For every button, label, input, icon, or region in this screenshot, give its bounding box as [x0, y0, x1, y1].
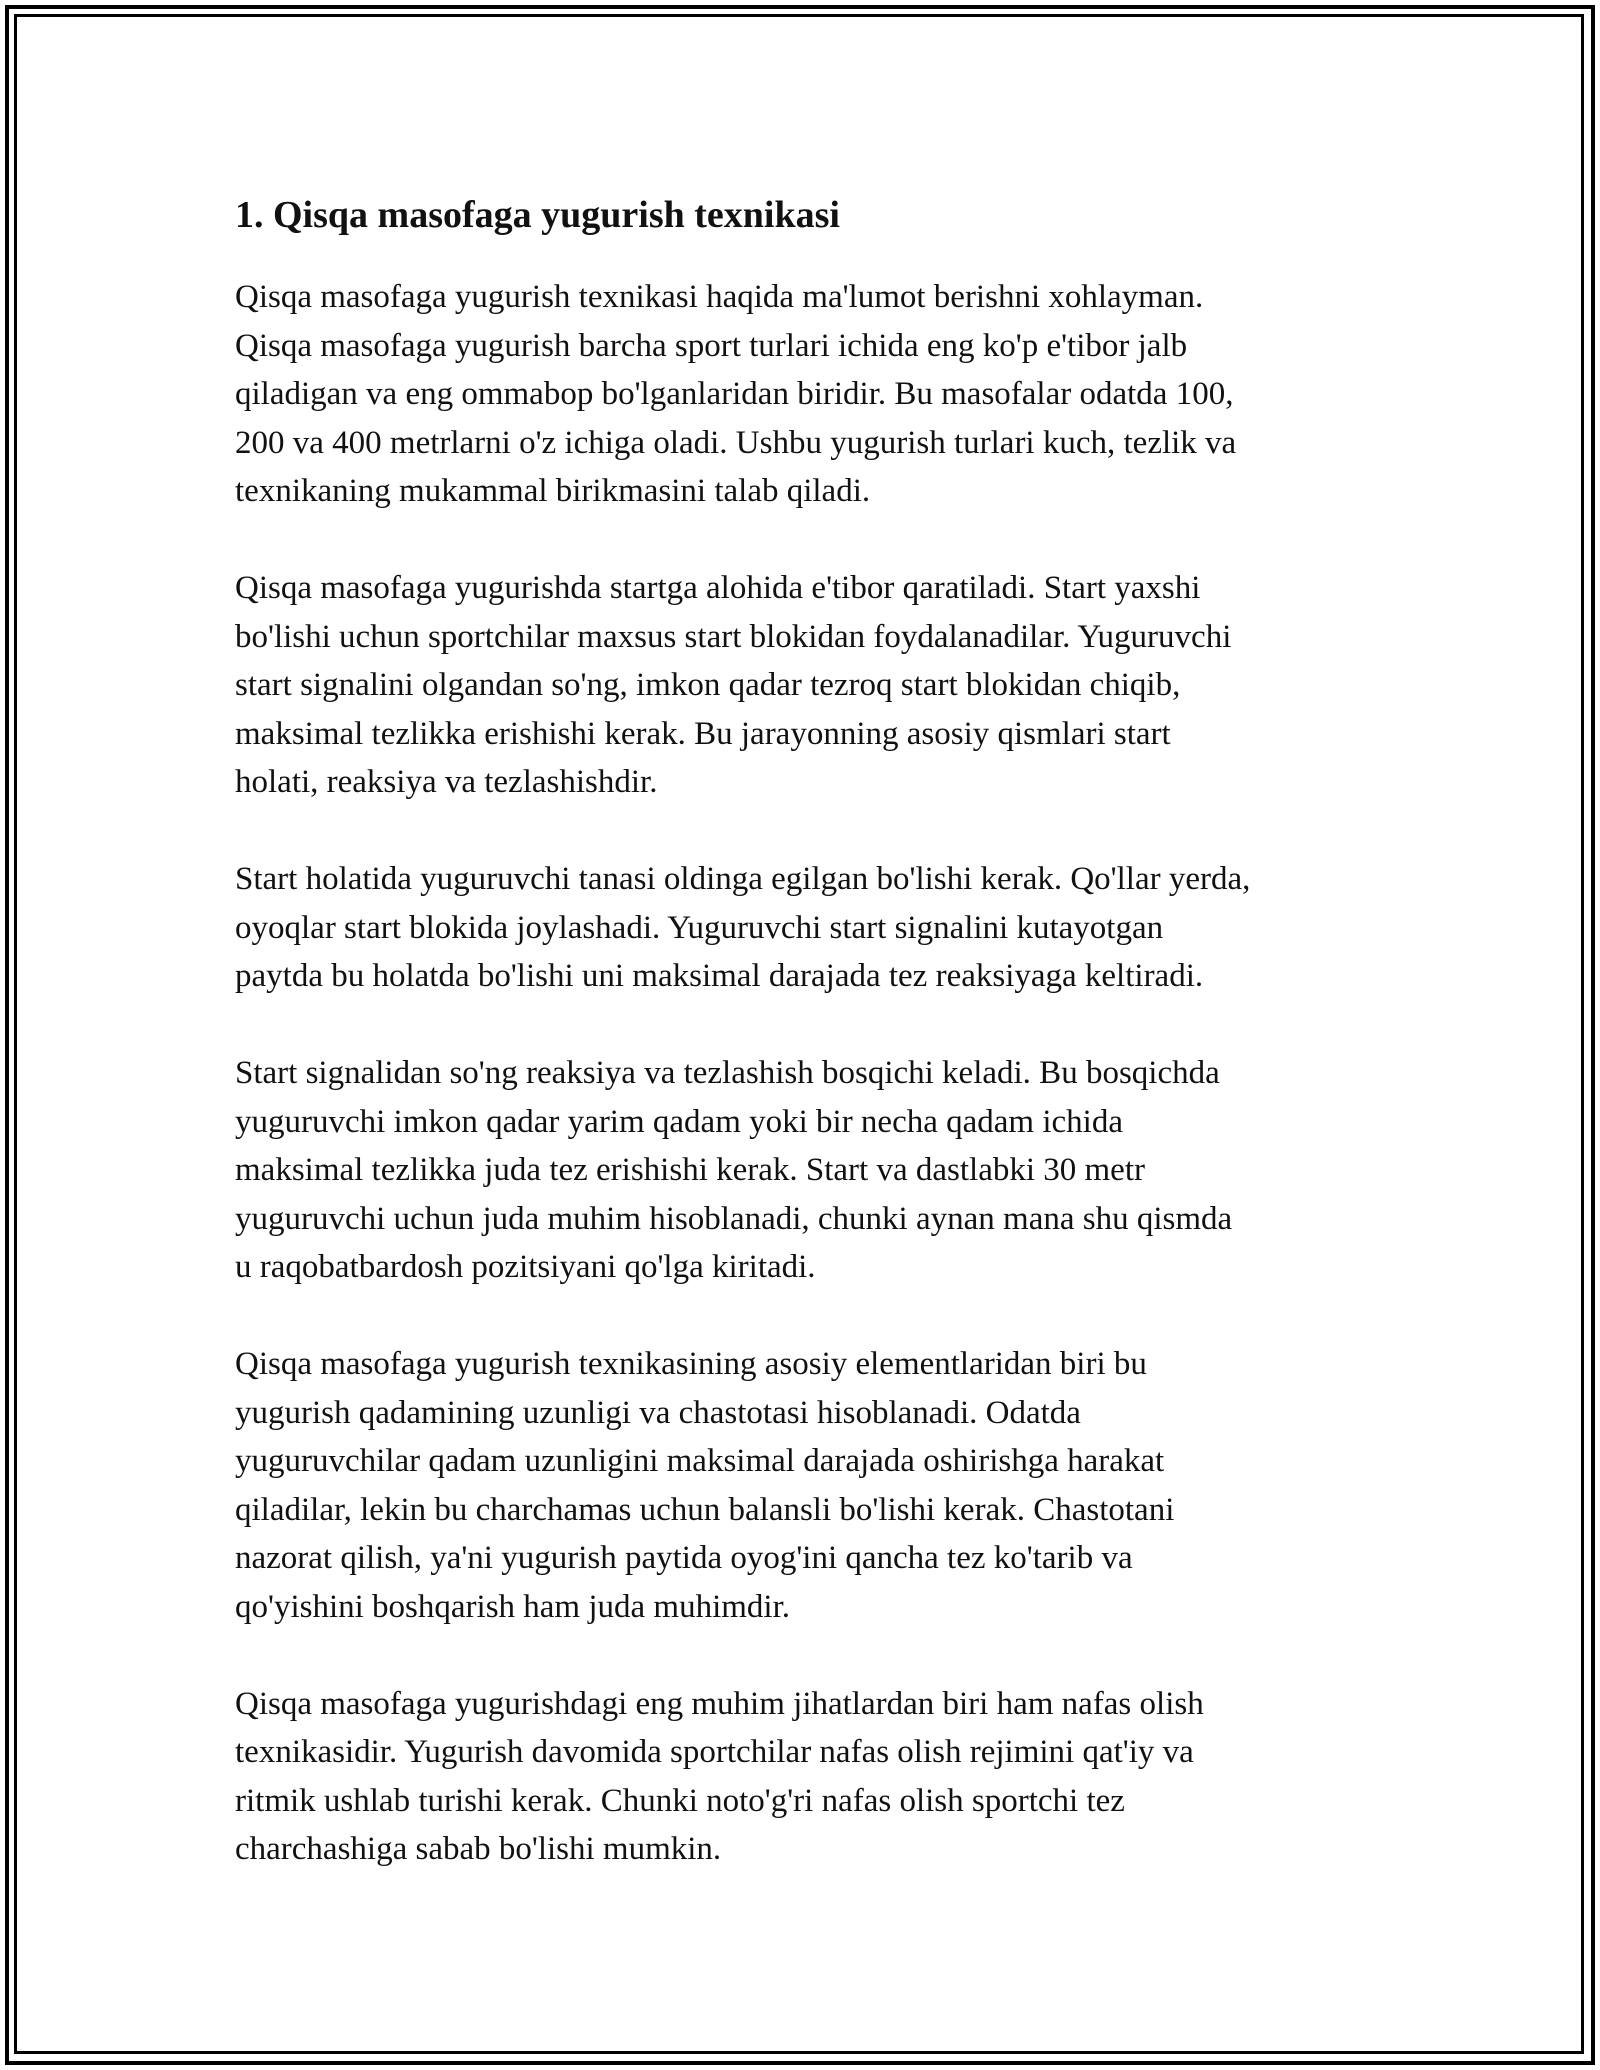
- paragraph-line: qiladilar, lekin bu charchamas uchun balansli bo'lishi kerak. Chastotani: [235, 1491, 1175, 1528]
- paragraph-line: Qisqa masofaga yugurish texnikasining asosiy elementlaridan biri bu: [235, 1346, 1147, 1382]
- document-body: [235, 187, 1375, 1922]
- paragraph-line: texnikasidir. Yugurish davomida sportchilar nafas olish rejimini qat'iy va: [235, 1734, 1194, 1770]
- paragraph-line: Qisqa masofaga yugurishda startga alohida e'tibor qaratiladi. Start yaxshi: [235, 570, 1201, 606]
- paragraph-line: Qisqa masofaga yugurish barcha sport turlari ichida eng ko'p e'tibor jalb: [235, 327, 1188, 364]
- paragraph-line: qiladigan va eng ommabop bo'lganlaridan biridir. Bu masofalar odatda 100,: [235, 376, 1234, 412]
- paragraph-line: texnikaning mukammal birikmasini talab qiladi.: [235, 473, 871, 509]
- paragraph-line: ritmik ushlab turishi kerak. Chunki noto'g'ri nafas olish sportchi tez: [235, 1782, 1125, 1819]
- paragraph-line: 200 va 400 metrlarni o'z ichiga oladi. Ushbu yugurish turlari kuch, tezlik va: [235, 424, 1237, 461]
- paragraph-line: bo'lishi uchun sportchilar maxsus start blokidan foydalanadilar. Yuguruvchi: [235, 618, 1232, 655]
- paragraph-line: maksimal tezlikka juda tez erishishi kerak. Start va dastlabki 30 metr: [235, 1152, 1145, 1188]
- paragraph: [235, 1049, 1375, 1292]
- paragraph-line: yuguruvchi imkon qadar yarim qadam yoki bir necha qadam ichida: [235, 1103, 1123, 1140]
- paragraph-line: Start signalidan so'ng reaksiya va tezlashish bosqichi keladi. Bu bosqichda: [235, 1055, 1220, 1091]
- paragraph: [235, 1340, 1375, 1631]
- paragraph-line: qo'yishini boshqarish ham juda muhimdir.: [235, 1588, 791, 1625]
- paragraph: [235, 1680, 1375, 1874]
- paragraph-line: nazorat qilish, ya'ni yugurish paytida oyog'ini qancha tez ko'tarib va: [235, 1540, 1133, 1576]
- paragraph-line: paytda bu holatda bo'lishi uni maksimal darajada tez reaksiyaga keltiradi.: [235, 958, 1204, 994]
- paragraph-line: Qisqa masofaga yugurishdagi eng muhim jihatlardan biri ham nafas olish: [235, 1685, 1204, 1722]
- document-title: 1. Qisqa masofaga yugurish texnikasi: [235, 194, 840, 236]
- paragraph: [235, 564, 1375, 807]
- paragraph-line: yuguruvchilar qadam uzunligini maksimal darajada oshirishga harakat: [235, 1443, 1165, 1479]
- paragraph-line: yuguruvchi uchun juda muhim hisoblanadi, chunki aynan mana shu qismda: [235, 1200, 1233, 1237]
- paragraph-list: [235, 273, 1375, 1874]
- paragraph: [235, 273, 1375, 516]
- paragraph-line: u raqobatbardosh pozitsiyani qo'lga kiritadi.: [235, 1249, 816, 1285]
- paragraph-line: oyoqlar start blokida joylashadi. Yuguruvchi start signalini kutayotgan: [235, 909, 1164, 946]
- paragraph-line: start signalini olgandan so'ng, imkon qadar tezroq start blokidan chiqib,: [235, 667, 1181, 703]
- paragraph: [235, 855, 1375, 1001]
- paragraph-line: Start holatida yuguruvchi tanasi oldinga egilgan bo'lishi kerak. Qo'llar yerda,: [235, 861, 1251, 897]
- paragraph-line: maksimal tezlikka erishishi kerak. Bu jarayonning asosiy qismlari start: [235, 715, 1171, 752]
- paragraph-line: charchashiga sabab bo'lishi mumkin.: [235, 1831, 722, 1867]
- paragraph-line: Qisqa masofaga yugurish texnikasi haqida ma'lumot berishni xohlayman.: [235, 279, 1204, 315]
- paragraph-line: holati, reaksiya va tezlashishdir.: [235, 764, 658, 800]
- paragraph-line: yugurish qadamining uzunligi va chastotasi hisoblanadi. Odatda: [235, 1394, 1081, 1431]
